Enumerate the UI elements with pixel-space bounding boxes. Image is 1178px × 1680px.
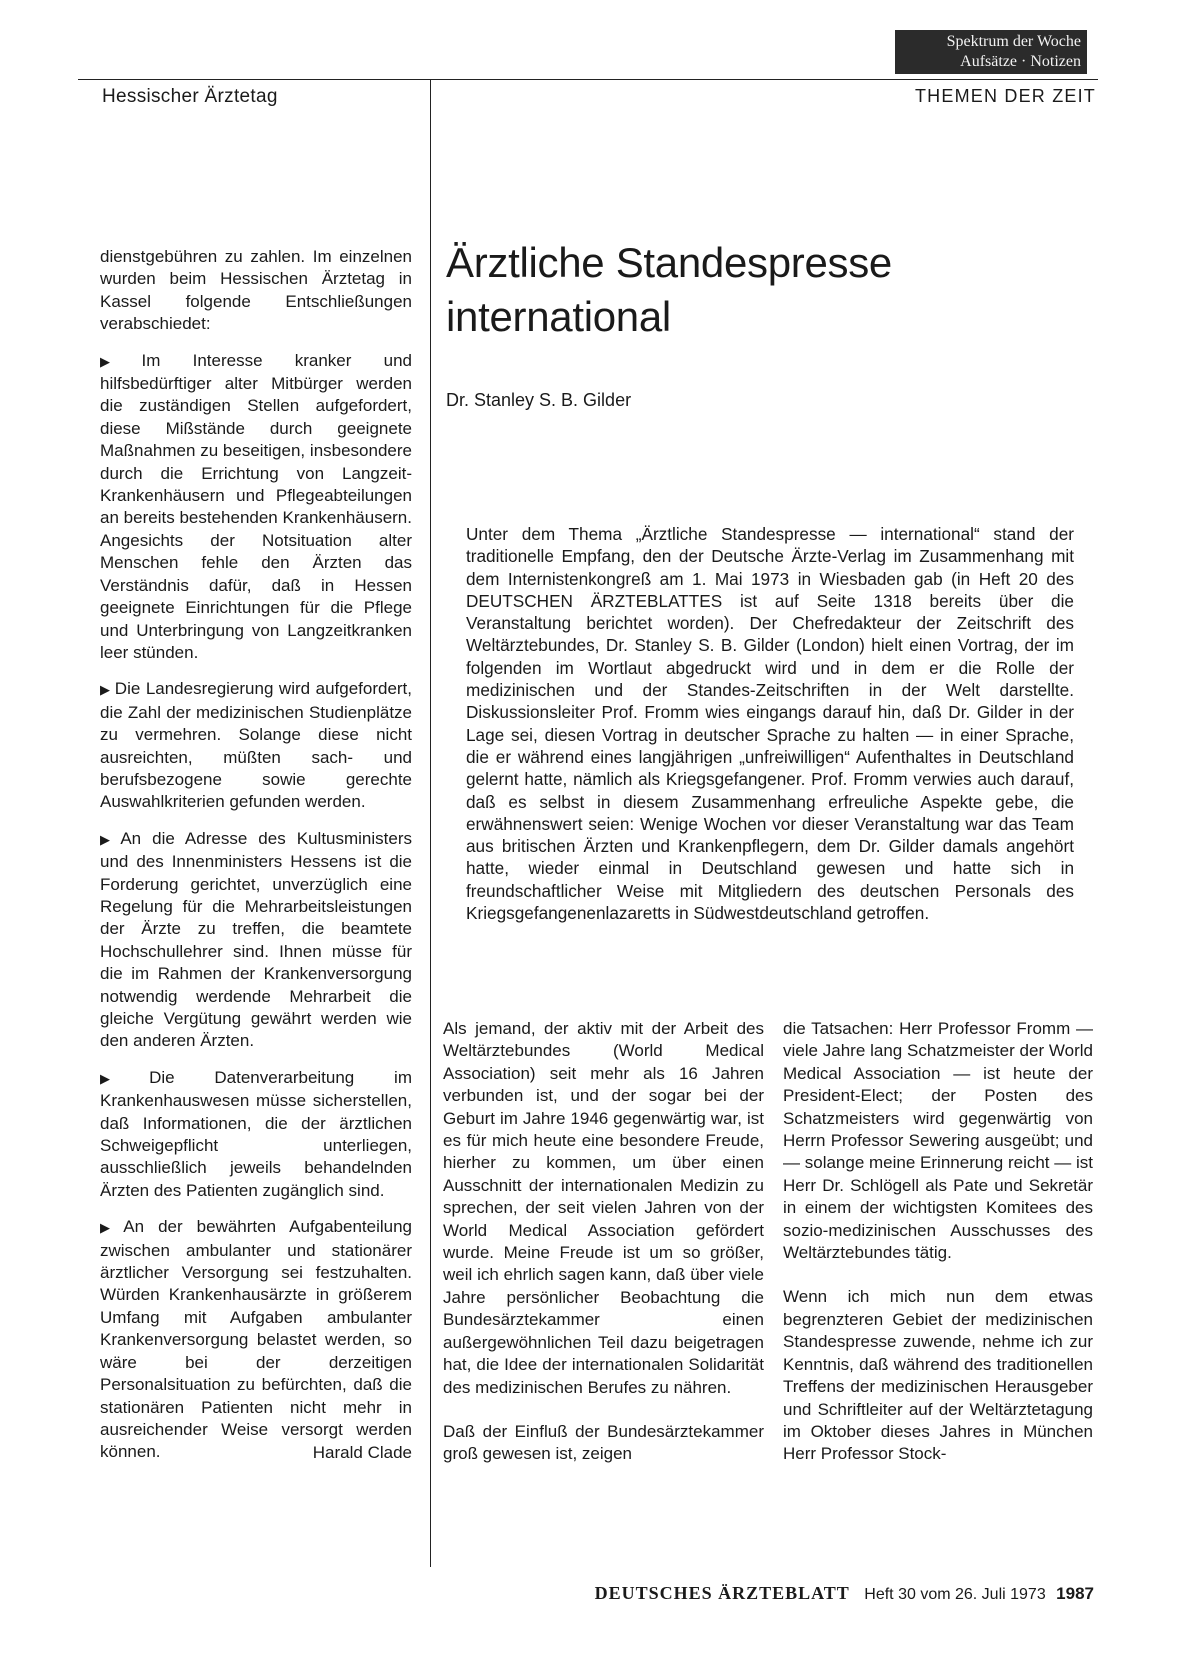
badge-line-1: Spektrum der Woche [946,33,1081,50]
triangle-bullet-icon: ▶ [100,1070,146,1086]
body-paragraph: Daß der Einfluß der Bundesärztekammer groß gewesen ist, zeigen [443,1421,764,1464]
triangle-bullet-icon: ▶ [100,353,138,369]
section-badge [895,30,1087,74]
resolution-text: An der bewährten Aufgabenteilung zwischen ambulanter und stationärer ärztlicher Versorgung sei festzuhalten. Würden Krankenhausärzte in größerem Umfang mit Aufgaben ambulanter Krankenversorgung belastet werden, so wäre bei der derzeitigen Personalsituation zu befürchten, daß die stationären Patienten nicht mehr in ausreichender Weise versorgt werden können. [100,1217,412,1462]
journal-name: DEUTSCHES ÄRZTEBLATT [594,1583,850,1603]
resolution-item [100,350,412,665]
resolution-text: Die Landesregierung wird aufgefordert, die Zahl der medizinischen Studienplätze zu vermehren. Solange diese nicht ausreichten, müßten sach- und berufsbezogene sowie gerechte Auswahlkriterien gefunden werden. [100,679,413,812]
article-column-right [783,1018,1093,1488]
triangle-bullet-icon: ▶ [100,1220,120,1236]
article-title: Ärztliche Standespresse international [446,239,892,340]
section-label-left: Hessischer Ärztetag [102,86,278,107]
column-divider [430,80,431,1567]
left-column [100,246,412,1478]
resolution-text: Die Datenverarbeitung im Krankenhauswesen müsse sicherstellen, daß Informationen, die der ärztlichen Schweigepflicht unterliegen, ausschließlich jeweils behandelnden Ärzten des Patienten zugänglich sind. [100,1067,412,1200]
resolution-item [100,1067,412,1202]
resolution-item [100,678,412,813]
triangle-bullet-icon: ▶ [100,831,117,847]
page-footer [595,1583,1094,1604]
article-author: Dr. Stanley S. B. Gilder [446,390,632,410]
article-column-middle [443,1018,764,1488]
resolution-text: An die Adresse des Kultusministers und des Innenministers Hessens ist die Forderung gerichtet, unverzüglich eine Regelung für die Mehrarbeitsleistungen der Ärzte zu treffen, die beamtete Hochschullehrer sind. Ihnen müsse für die im Rahmen der Krankenversorgung notwendig werdende Mehrarbeit die gleiche Vergütung gewährt werden wie den anderen Ärzten. [100,828,413,1051]
resolution-text: Im Interesse kranker und hilfsbedürftiger alter Mitbürger werden die zuständigen Stellen aufgefordert, diese Mißstände durch geeignete Maßnahmen zu beseitigen, insbesondere durch die Errichtung von Langzeit-Krankenhäusern und Pflegeabteilungen an bereits bestehenden Krankenhäusern. Angesichts der Notsituation alter Menschen fehle den Ärzten das Verständnis dafür, daß in Hessen geeignete Einrichtungen für die Pflege und Unterbringung von Langzeitkranken leer stünden. [100,350,413,662]
resolution-item [100,828,412,1053]
badge-line-2: Aufsätze · Notizen [960,53,1081,70]
body-paragraph: die Tatsachen: Herr Professor Fromm — viele Jahre lang Schatzmeister der World Medical Association — ist heute der President-Elect; der Posten des Schatzmeisters wird gegenwärtig von Herrn Professor Sewering ausgeübt; und — solange meine Erinnerung reicht — ist Herr Dr. Schlögell als Pate und Sekretär in einem der wichtigsten Komitees des sozio-medizinischen Ausschusses des Weltärztebundes tätig. [783,1019,1093,1263]
author-signature: Harald Clade [312,1442,412,1462]
header-rule [78,79,1098,80]
issue-info: Heft 30 vom 26. Juli 1973 [864,1586,1046,1603]
body-paragraph: Wenn ich mich nun dem etwas begrenzteren Gebiet der medizinischen Standespresse zuwende, nehme ich zur Kenntnis, daß während des traditionellen Treffens der medizinischen Herausgeber und Schriftleiter auf der Weltärztetagung im Oktober dieses Jahres in München Herr Professor Stock- [783,1287,1093,1464]
article-lead-paragraph: Unter dem Thema „Ärztliche Standespresse — international“ stand der traditionelle Empfang, den der Deutsche Ärzte-Verlag im Zusammenhang mit dem Internistenkongreß am 1. Mai 1973 in Wiesbaden gab (in Heft 20 des DEUTSCHEN ÄRZTEBLATTES ist auf Seite 1318 bereits über die Veranstaltung berichtet worden). Der Chefredakteur der Zeitschrift des Weltärztebundes, Dr. Stanley S. B. Gilder (London) hielt einen Vortrag, der im folgenden im Wortlaut abgedruckt wird und in dem er die Rolle der medizinischen und der Standes-Zeitschriften in der Welt darstellte. Diskussionsleiter Prof. Fromm wies eingangs darauf hin, daß Dr. Gilder in der Lage sei, diesen Vortrag in deutscher Sprache zu halten — in einer Sprache, die er während eines langjährigen „unfreiwilligen“ Aufenthaltes in Deutschland gelernt hatte, nämlich als Kriegsgefangener. Prof. Fromm verwies auch darauf, daß es selbst in diesem Zusammenhang erfreuliche Aspekte gebe, die erwähnenswert seien: Wenige Wochen vor dieser Veranstaltung war das Team aus britischen Ärzten und Krankenpflegern, dem Dr. Gilder damals angehört hatte, wieder einmal in Deutschland gewesen und hatte sich in freundschaftlicher Weise mit Mitgliedern des deutschen Personals des Kriegsgefangenenlazaretts in Südwestdeutschland getroffen. [466,524,1074,924]
left-intro-paragraph: dienstgebühren zu zahlen. Im einzelnen wurden beim Hessischen Ärztetag in Kassel folgende Entschließungen verabschiedet: [100,247,412,334]
triangle-bullet-icon: ▶ [100,682,111,698]
body-paragraph: Als jemand, der aktiv mit der Arbeit des Weltärztebundes (World Medical Association) seit mehr als 16 Jahren verbunden ist, und der sogar bei der Geburt im Jahre 1946 gegenwärtig war, ist es für mich heute eine besondere Freude, hierher zu kommen, um über einen Ausschnitt der internationalen Medizin zu sprechen, der seit vielen Jahren von der World Medical Association gefördert wurde. Meine Freude ist um so größer, weil ich ehrlich sagen kann, daß über viele Jahre persönlicher Beobachtung die Bundesärztekammer einen außergewöhnlichen Teil dazu beigetragen hat, die Idee der internationalen Solidarität des medizinischen Berufes zu nähren. [443,1019,764,1397]
resolution-item [100,1216,412,1464]
section-label-right: THEMEN DER ZEIT [914,86,1096,106]
page-number: 1987 [1056,1584,1094,1603]
